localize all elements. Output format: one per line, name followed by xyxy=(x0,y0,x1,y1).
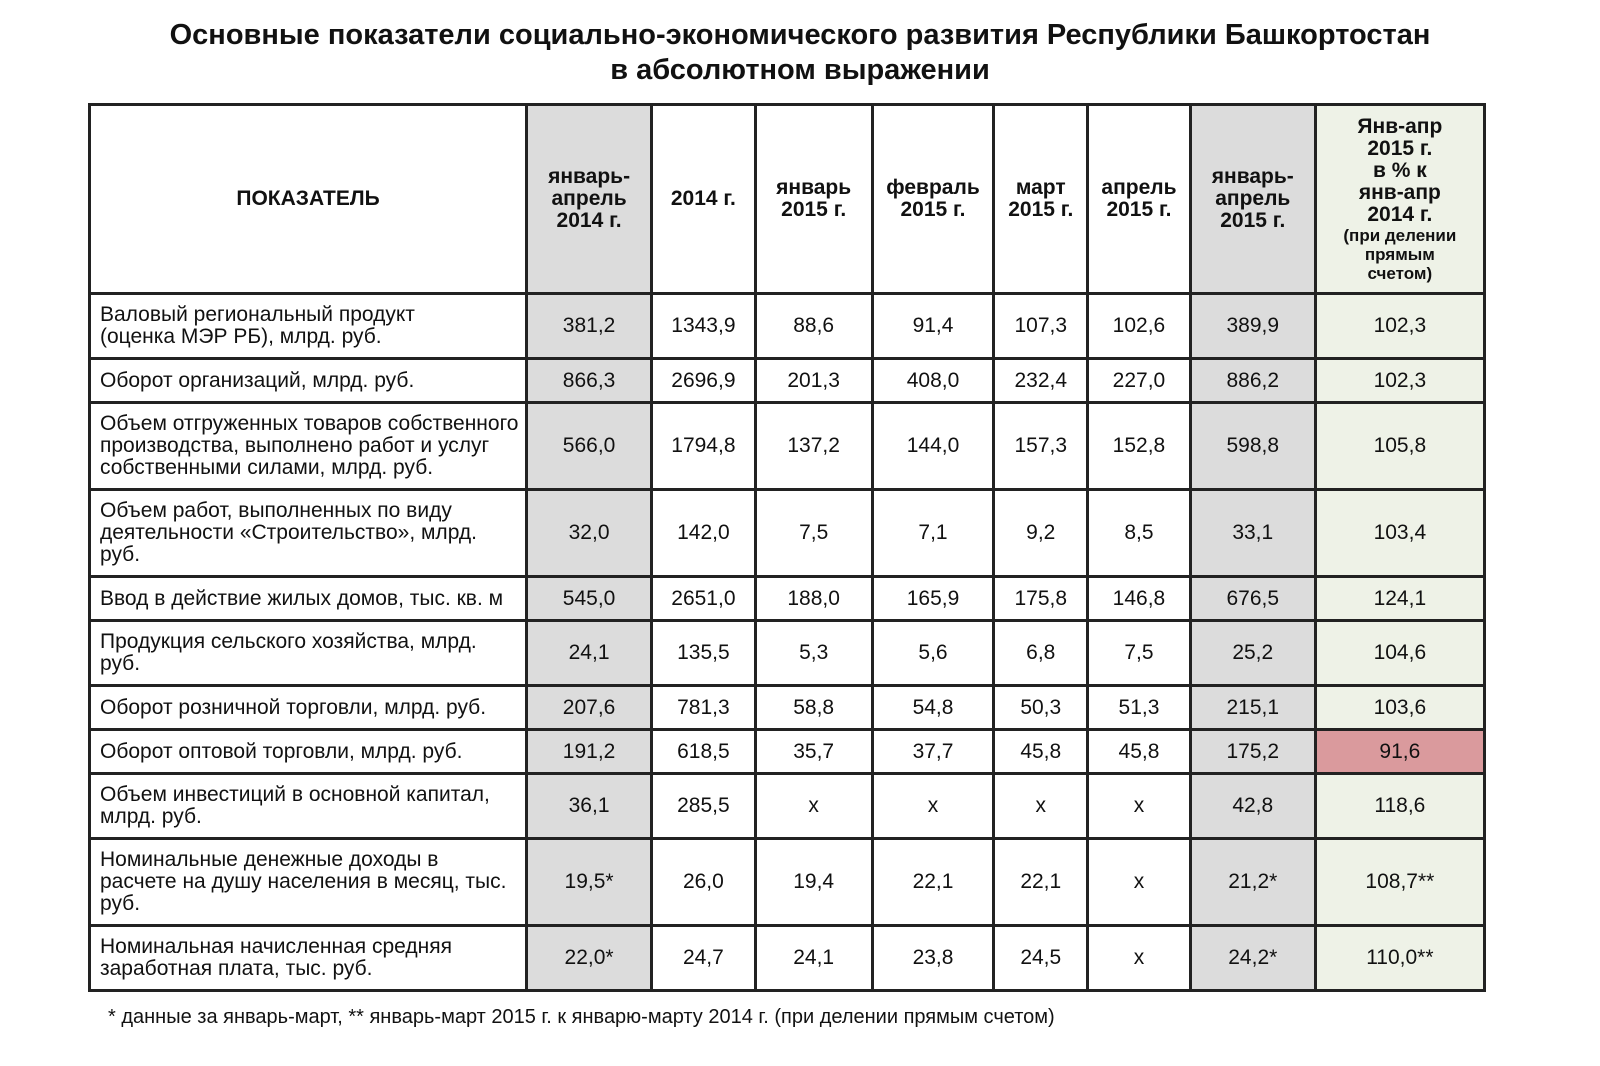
table-cell: 566,0 xyxy=(527,403,652,490)
table-cell: 102,3 xyxy=(1315,294,1484,359)
indicators-table xyxy=(88,103,1486,992)
header-2014: 2014 г. xyxy=(652,105,756,294)
table-cell: 5,3 xyxy=(755,621,872,686)
row-label: Оборот розничной торговли, млрд. руб. xyxy=(90,686,527,730)
table-cell: 21,2* xyxy=(1190,839,1315,926)
header-jan-apr-2014: январь- апрель 2014 г. xyxy=(527,105,652,294)
footnote: * данные за январь-март, ** январь-март 2015 г. к январю-марту 2014 г. (при делении прямым счетом) xyxy=(108,1006,1055,1028)
table-cell: 23,8 xyxy=(872,926,994,991)
table-cell: 58,8 xyxy=(755,686,872,730)
table-cell: 227,0 xyxy=(1088,359,1191,403)
table-cell: 408,0 xyxy=(872,359,994,403)
header-jan-apr-2015: январь- апрель 2015 г. xyxy=(1190,105,1315,294)
table-cell: 54,8 xyxy=(872,686,994,730)
table-cell: 5,6 xyxy=(872,621,994,686)
table-cell: 165,9 xyxy=(872,577,994,621)
table-cell: 42,8 xyxy=(1190,774,1315,839)
table-cell: х xyxy=(994,774,1088,839)
table-cell: 102,3 xyxy=(1315,359,1484,403)
table-cell: х xyxy=(1088,926,1191,991)
table-cell: 175,8 xyxy=(994,577,1088,621)
table-row xyxy=(90,359,1485,403)
table-cell: 207,6 xyxy=(527,686,652,730)
table-cell: 37,7 xyxy=(872,730,994,774)
table-cell: х xyxy=(1088,774,1191,839)
table-cell: 381,2 xyxy=(527,294,652,359)
table-cell: х xyxy=(1088,839,1191,926)
table-row xyxy=(90,490,1485,577)
table-row xyxy=(90,839,1485,926)
table-row xyxy=(90,403,1485,490)
table-cell: 19,4 xyxy=(755,839,872,926)
table-cell: 201,3 xyxy=(755,359,872,403)
table-cell: 157,3 xyxy=(994,403,1088,490)
table-cell: 103,4 xyxy=(1315,490,1484,577)
table-cell: 107,3 xyxy=(994,294,1088,359)
row-label: Оборот оптовой торговли, млрд. руб. xyxy=(90,730,527,774)
table-cell: 285,5 xyxy=(652,774,756,839)
table-cell: 36,1 xyxy=(527,774,652,839)
table-cell: 35,7 xyxy=(755,730,872,774)
header-apr-2015: апрель 2015 г. xyxy=(1088,105,1191,294)
table-cell: 51,3 xyxy=(1088,686,1191,730)
row-label: Объем работ, выполненных по виду деятельности «Строительство», млрд. руб. xyxy=(90,490,527,577)
table-cell: 7,5 xyxy=(1088,621,1191,686)
table-cell: 32,0 xyxy=(527,490,652,577)
table-cell: 22,0* xyxy=(527,926,652,991)
table-row xyxy=(90,621,1485,686)
page-title xyxy=(0,18,1600,88)
row-label: Валовый региональный продукт (оценка МЭР РБ), млрд. руб. xyxy=(90,294,527,359)
row-label: Объем инвестиций в основной капитал, млрд. руб. xyxy=(90,774,527,839)
table-cell: 33,1 xyxy=(1190,490,1315,577)
table-cell: 2651,0 xyxy=(652,577,756,621)
table-cell: 124,1 xyxy=(1315,577,1484,621)
row-label: Номинальная начисленная средняя заработная плата, тыс. руб. xyxy=(90,926,527,991)
table-cell: 25,2 xyxy=(1190,621,1315,686)
table-cell: 142,0 xyxy=(652,490,756,577)
table-row xyxy=(90,686,1485,730)
table-cell: 6,8 xyxy=(994,621,1088,686)
table-cell: 24,7 xyxy=(652,926,756,991)
table-cell: 45,8 xyxy=(1088,730,1191,774)
table-cell: 191,2 xyxy=(527,730,652,774)
table-cell: 19,5* xyxy=(527,839,652,926)
table-cell: 24,2* xyxy=(1190,926,1315,991)
table-cell: 108,7** xyxy=(1315,839,1484,926)
table-cell: 7,5 xyxy=(755,490,872,577)
header-percent-note: (при делении прямым счетом) xyxy=(1343,225,1457,283)
table-cell: 104,6 xyxy=(1315,621,1484,686)
table-cell: 22,1 xyxy=(872,839,994,926)
table-cell: 118,6 xyxy=(1315,774,1484,839)
header-feb-2015: февраль 2015 г. xyxy=(872,105,994,294)
table-cell: 45,8 xyxy=(994,730,1088,774)
table-cell: 135,5 xyxy=(652,621,756,686)
table-cell: 618,5 xyxy=(652,730,756,774)
table-cell: 9,2 xyxy=(994,490,1088,577)
table-cell: 1794,8 xyxy=(652,403,756,490)
table-cell: 188,0 xyxy=(755,577,872,621)
header-jan-2015: январь 2015 г. xyxy=(755,105,872,294)
table-cell: 545,0 xyxy=(527,577,652,621)
table-cell: 781,3 xyxy=(652,686,756,730)
table-cell: х xyxy=(872,774,994,839)
header-indicator: ПОКАЗАТЕЛЬ xyxy=(90,105,527,294)
table-row xyxy=(90,294,1485,359)
table-cell: 2696,9 xyxy=(652,359,756,403)
table-cell: 175,2 xyxy=(1190,730,1315,774)
table-row xyxy=(90,774,1485,839)
table-cell: 24,1 xyxy=(755,926,872,991)
table-cell: 26,0 xyxy=(652,839,756,926)
title-line-1: Основные показатели социально-экономического развития Республики Башкортостан xyxy=(169,19,1431,51)
row-label: Номинальные денежные доходы в расчете на душу населения в месяц, тыс. руб. xyxy=(90,839,527,926)
row-label: Оборот организаций, млрд. руб. xyxy=(90,359,527,403)
table-cell: 102,6 xyxy=(1088,294,1191,359)
table-cell: 389,9 xyxy=(1190,294,1315,359)
header-percent xyxy=(1315,105,1484,294)
table-cell: 866,3 xyxy=(527,359,652,403)
table-row xyxy=(90,926,1485,991)
row-label: Объем отгруженных товаров собственного производства, выполнено работ и услуг собственными силами, млрд. руб. xyxy=(90,403,527,490)
table-cell: 50,3 xyxy=(994,686,1088,730)
table-cell: 152,8 xyxy=(1088,403,1191,490)
table-cell: х xyxy=(755,774,872,839)
table-cell: 215,1 xyxy=(1190,686,1315,730)
table-cell: 24,5 xyxy=(994,926,1088,991)
table-cell: 24,1 xyxy=(527,621,652,686)
row-label: Ввод в действие жилых домов, тыс. кв. м xyxy=(90,577,527,621)
table-cell: 1343,9 xyxy=(652,294,756,359)
table-cell: 88,6 xyxy=(755,294,872,359)
table-cell: 676,5 xyxy=(1190,577,1315,621)
table-header-row xyxy=(90,105,1485,294)
row-label: Продукция сельского хозяйства, млрд. руб. xyxy=(90,621,527,686)
table-cell: 886,2 xyxy=(1190,359,1315,403)
table-cell: 144,0 xyxy=(872,403,994,490)
table-cell: 598,8 xyxy=(1190,403,1315,490)
table-cell: 22,1 xyxy=(994,839,1088,926)
table-cell: 7,1 xyxy=(872,490,994,577)
header-percent-main: Янв-апр 2015 г. в % к янв-апр 2014 г. xyxy=(1357,114,1443,226)
table-cell: 91,4 xyxy=(872,294,994,359)
table-cell: 110,0** xyxy=(1315,926,1484,991)
table-body xyxy=(90,294,1485,991)
title-line-2: в абсолютном выражении xyxy=(610,54,990,86)
header-mar-2015: март 2015 г. xyxy=(994,105,1088,294)
table-cell: 105,8 xyxy=(1315,403,1484,490)
table-cell: 137,2 xyxy=(755,403,872,490)
table-cell: 91,6 xyxy=(1315,730,1484,774)
table-cell: 232,4 xyxy=(994,359,1088,403)
table-cell: 146,8 xyxy=(1088,577,1191,621)
table-cell: 103,6 xyxy=(1315,686,1484,730)
table-row xyxy=(90,730,1485,774)
table-cell: 8,5 xyxy=(1088,490,1191,577)
table-row xyxy=(90,577,1485,621)
